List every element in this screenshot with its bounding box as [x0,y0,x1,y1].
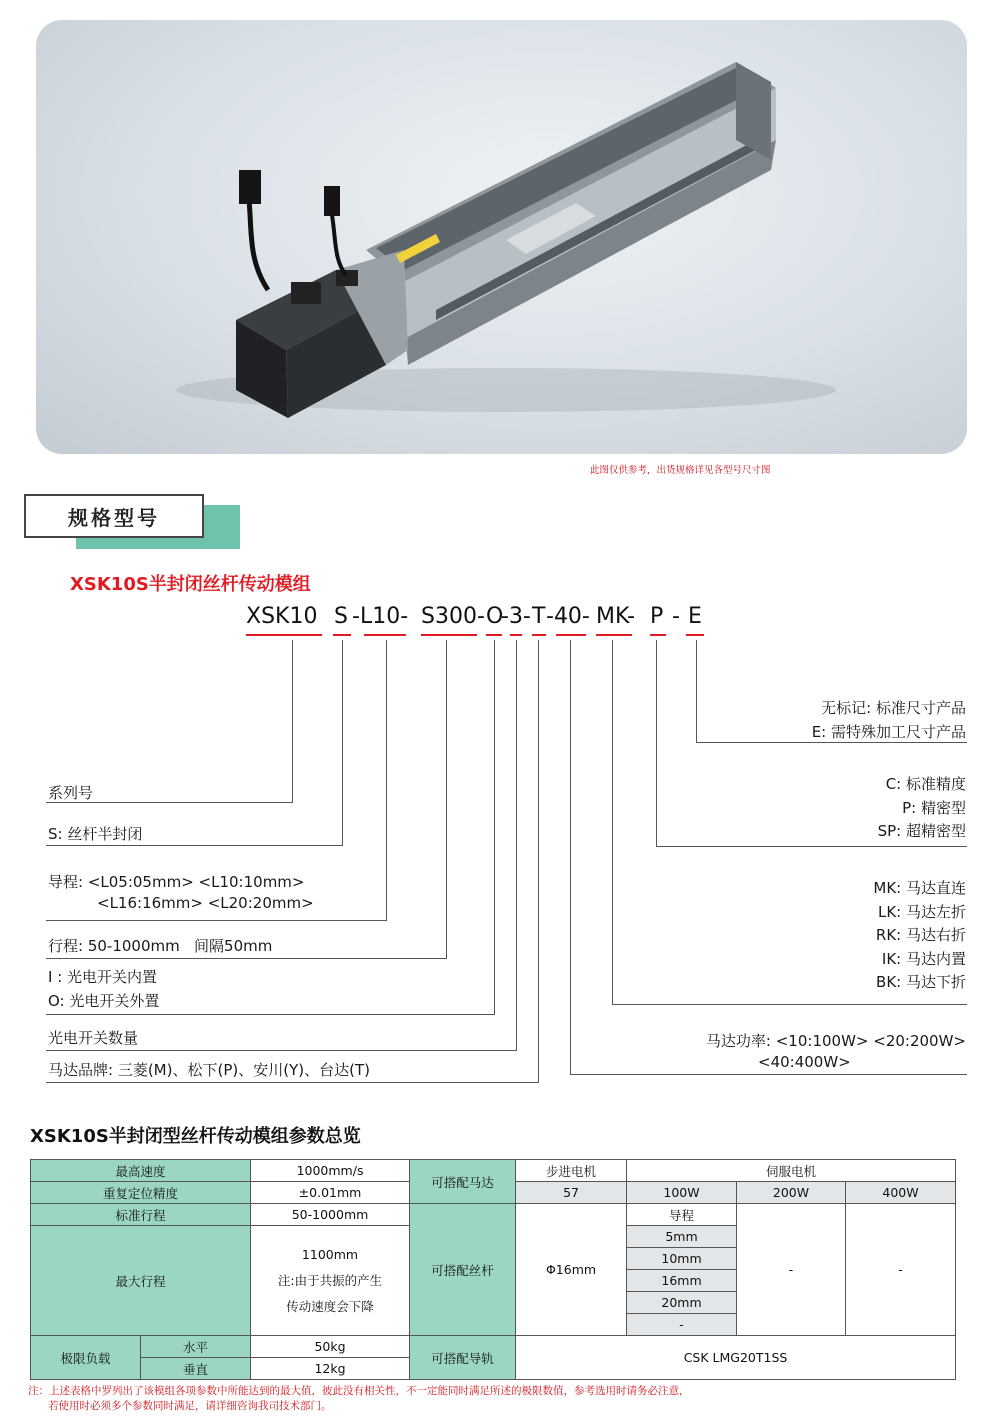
label-precision-p: P: 精密型 [902,799,966,817]
photo-caption: 此图仅供参考，出货规格详见各型号尺寸图 [590,465,771,476]
lead-16: 16mm [627,1270,737,1292]
label-series: 系列号 [48,784,94,802]
std-stroke-label: 标准行程 [31,1204,251,1226]
label-sensor-out: O: 光电开关外置 [48,992,160,1010]
dash-400w: - [846,1204,956,1336]
stepper-label: 步进电机 [516,1160,627,1182]
label-mount-lk: LK: 马达左折 [877,903,966,921]
underline-motor-brand [532,634,546,636]
code-custom: E [688,604,702,629]
stepper-size: 57 [516,1182,627,1204]
label-mount-bk: BK: 马达下折 [876,973,966,991]
code-power: -40- [546,604,590,629]
dash-200w: - [737,1204,846,1336]
lead-none: - [627,1314,737,1336]
underline-power [556,634,586,636]
label-custom-e: E: 需特殊加工尺寸产品 [811,723,966,741]
code-motor-brand: T [532,604,546,629]
rail-value: CSK LMG20T1SS [516,1336,956,1380]
footnote-line-1: 注：上述表格中罗列出了该模组各项参数中所能达到的最大值，彼此没有相关性，不一定能同时满足所述的极限数值，参考选用时请务必注意， [28,1385,690,1397]
label-precision-c: C: 标准精度 [885,775,966,793]
label-power-1: 马达功率: <10:100W> <20:200W> [705,1032,966,1050]
max-speed-label: 最高速度 [31,1160,251,1182]
lead-20: 20mm [627,1292,737,1314]
horizontal-value: 50kg [251,1336,410,1358]
power-100w: 100W [627,1182,737,1204]
underline-sensor-count [510,634,522,636]
label-stroke: 行程: 50-1000mm 间隔50mm [48,937,273,955]
vertical-label: 垂直 [141,1358,251,1380]
lead-10: 10mm [627,1248,737,1270]
label-sensor-count: 光电开关数量 [48,1029,139,1047]
screw-diameter: Φ16mm [516,1204,627,1336]
underline-type [333,634,351,636]
motor-label: 可搭配马达 [410,1160,516,1204]
underline-motor-mount [596,634,632,636]
max-stroke-label: 最大行程 [31,1226,251,1336]
screw-label: 可搭配丝杆 [410,1204,516,1336]
code-type: S [334,604,348,629]
section-tag: 规格型号 [24,494,204,538]
code-separator: - [672,604,680,629]
vertical-value: 12kg [251,1358,410,1380]
lead-5: 5mm [627,1226,737,1248]
servo-label: 伺服电机 [627,1160,956,1182]
label-mount-mk: MK: 马达直连 [873,879,966,897]
code-sensor-count: -3- [501,604,531,629]
label-lead-2: <L16:16mm> <L20:20mm> [97,894,314,912]
label-mount-ik: IK: 马达内置 [881,950,966,968]
underline-series [246,634,322,636]
label-custom-none: 无标记: 标准尺寸产品 [821,699,966,717]
connector-motor-brand [46,640,539,1083]
params-table [30,1159,956,1380]
underline-sensor [486,634,502,636]
label-power-2: <40:400W> [758,1053,851,1071]
max-stroke-line-3: 传动速度会下降 [286,1298,374,1314]
label-precision-sp: SP: 超精密型 [877,822,966,840]
code-precision: P [650,604,664,629]
footnote [28,1384,690,1414]
footnote-line-2: 若使用时必须多个参数同时满足，请详细咨询我司技术部门。 [48,1400,332,1412]
product-title: XSK10S半封闭丝杆传动模组 [70,574,311,595]
repeat-label: 重复定位精度 [31,1182,251,1204]
label-sensor-in: I : 光电开关内置 [48,968,158,986]
underline-custom [686,634,704,636]
label-mount-rk: RK: 马达右折 [875,926,966,944]
label-lead-1: 导程: <L05:05mm> <L10:10mm> [48,873,305,891]
code-lead: -L10- [352,604,409,629]
rail-label: 可搭配导轨 [410,1336,516,1380]
repeat-value: ±0.01mm [251,1182,410,1204]
code-sensor: O [486,604,504,629]
max-speed-value: 1000mm/s [251,1160,410,1182]
underline-stroke [421,634,477,636]
label-motor-brand: 马达品牌: 三菱(M)、松下(P)、安川(Y)、台达(T) [48,1061,370,1079]
std-stroke-value: 50-1000mm [251,1204,410,1226]
code-series: XSK10 [246,604,318,629]
horizontal-label: 水平 [141,1336,251,1358]
underline-lead [364,634,406,636]
max-stroke-line-1: 1100mm [301,1246,359,1262]
code-motor-mount: MK- [596,604,636,629]
max-stroke-value [251,1226,410,1336]
load-label: 极限负载 [31,1336,141,1380]
label-type: S: 丝杆半封闭 [48,825,143,843]
linear-module-illustration [36,20,967,454]
product-photo [36,20,967,454]
max-stroke-line-2: 注:由于共振的产生 [277,1272,383,1288]
power-200w: 200W [737,1182,846,1204]
code-stroke: S300- [421,604,485,629]
params-title: XSK10S半封闭型丝杆传动模组参数总览 [30,1126,361,1147]
underline-precision [650,634,666,636]
lead-header: 导程 [627,1204,737,1226]
power-400w: 400W [846,1182,956,1204]
